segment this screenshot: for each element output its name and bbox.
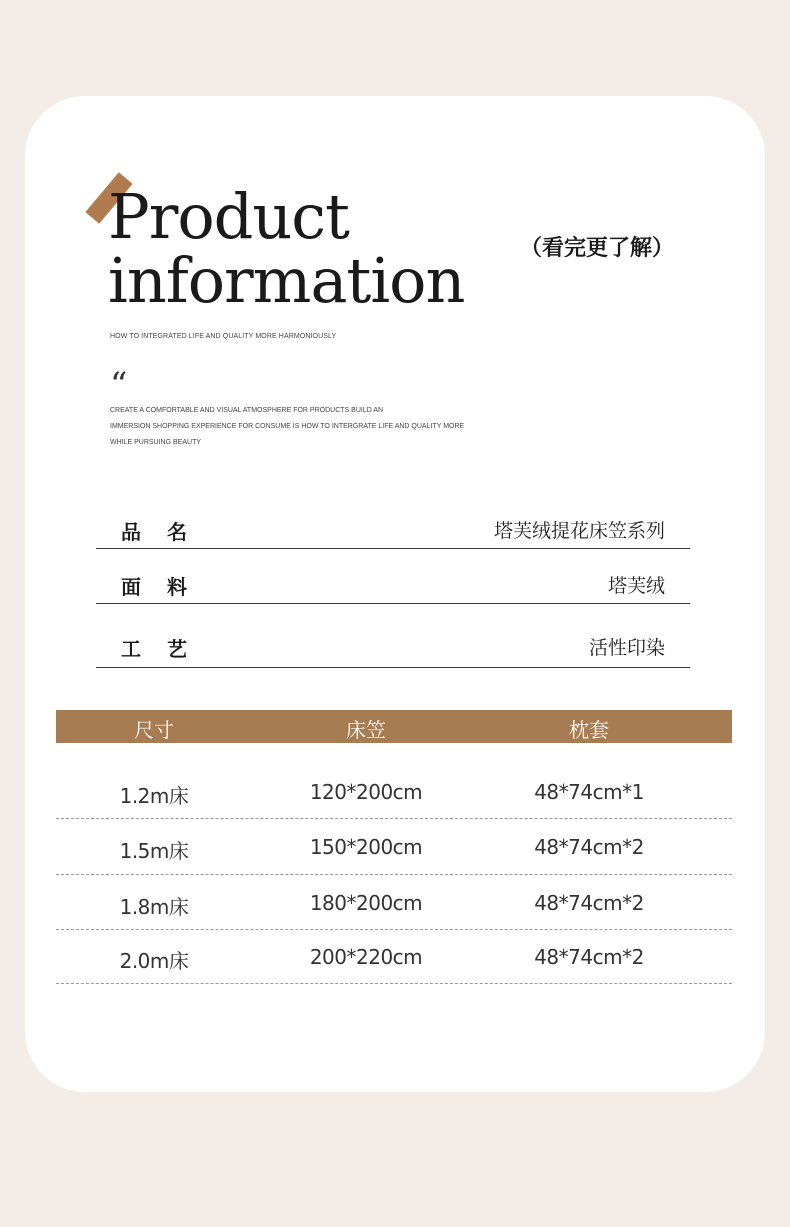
- info-label: 工艺: [121, 637, 213, 661]
- info-label: 品名: [121, 520, 213, 544]
- info-value: 塔芙绒提花床笠系列: [493, 520, 665, 542]
- description-line: IMMERSION SHOPPING EXPERIENCE FOR CONSUME IS HOW TO INTERGRATE LIFE AND QUALITY MORE: [110, 423, 465, 430]
- read-more-hint: （看完更了解）: [520, 236, 675, 261]
- info-value: 活性印染: [588, 637, 665, 659]
- table-cell: 120*200cm: [309, 780, 423, 804]
- title-line-2: information: [108, 244, 465, 317]
- table-row: [56, 875, 732, 930]
- info-label: 面料: [121, 575, 213, 599]
- info-value: 塔芙绒: [607, 575, 665, 597]
- description-line: WHILE PURSUING BEAUTY: [110, 439, 202, 446]
- table-cell: 150*200cm: [309, 835, 423, 859]
- table-cell: 48*74cm*2: [534, 891, 644, 915]
- table-cell: 1.2m床: [119, 784, 189, 808]
- table-cell: 48*74cm*1: [534, 780, 644, 804]
- title-line-1: Product: [108, 180, 349, 253]
- description-line: CREATE A COMFORTABLE AND VISUAL ATMOSPHERE FOR PRODUCTS BUILD AN: [110, 407, 384, 414]
- quote-icon: “: [110, 365, 128, 405]
- table-cell: 180*200cm: [309, 891, 423, 915]
- table-cell: 1.8m床: [119, 895, 189, 919]
- column-header: 尺寸: [134, 718, 174, 742]
- table-cell: 48*74cm*2: [534, 945, 644, 969]
- column-header: 枕套: [569, 718, 609, 742]
- table-row: [56, 819, 732, 875]
- table-cell: 2.0m床: [119, 949, 189, 973]
- info-row-fabric: [96, 563, 690, 604]
- description: [110, 403, 500, 451]
- column-header: 床笠: [346, 718, 386, 742]
- table-cell: 1.5m床: [119, 839, 189, 863]
- table-cell: 48*74cm*2: [534, 835, 644, 859]
- tagline: HOW TO INTEGRATED LIFE AND QUALITY MORE HARMONIOUSLY: [110, 333, 337, 340]
- table-cell: 200*220cm: [309, 945, 423, 969]
- info-row-name: [96, 508, 690, 549]
- table-row: [56, 766, 732, 819]
- table-row: [56, 930, 732, 984]
- size-table-header: [56, 710, 732, 743]
- info-row-process: [96, 624, 690, 668]
